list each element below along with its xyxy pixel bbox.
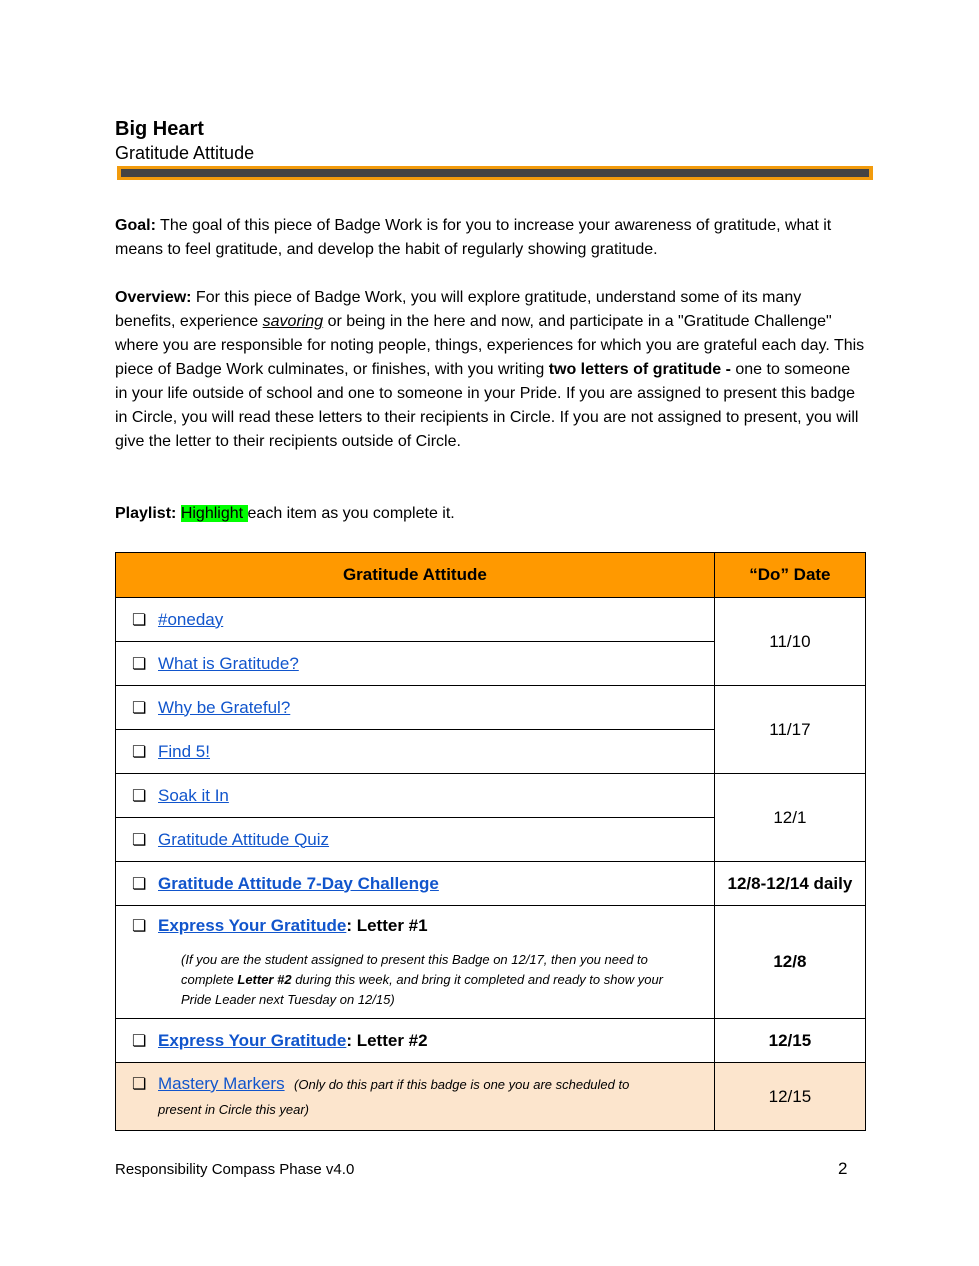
what-is-gratitude-link[interactable]: What is Gratitude? — [158, 653, 299, 673]
header-do-date: “Do” Date — [714, 553, 865, 598]
goal-text: The goal of this piece of Badge Work is for you to increase your awareness of gratitude, what it means to feel gratitude, and develop the habit of regularly showing gratitude. — [115, 217, 832, 258]
page-subtitle: Gratitude Attitude — [115, 143, 255, 163]
soak-it-in-link[interactable]: Soak it In — [158, 785, 229, 805]
playlist-item — [116, 862, 714, 905]
title-divider-bar — [117, 166, 873, 180]
checkbox-icon[interactable]: ❏ — [132, 787, 147, 805]
why-be-grateful-link[interactable]: Why be Grateful? — [158, 697, 291, 717]
letter1-link[interactable]: Express Your Gratitude — [158, 916, 347, 935]
do-date: 12/1 — [714, 774, 865, 862]
footer-text: Responsibility Compass Phase v4.0 — [115, 1161, 355, 1178]
playlist-item — [116, 730, 714, 773]
checkbox-icon[interactable]: ❏ — [132, 1076, 147, 1093]
page-number: 2 — [838, 1159, 848, 1178]
playlist-item: ❏ Express Your Gratitude : Letter #1 — [132, 916, 428, 935]
checkbox-icon[interactable]: ❏ — [132, 611, 147, 629]
quiz-link[interactable]: Gratitude Attitude Quiz — [158, 829, 330, 849]
letter2-link[interactable]: Express Your Gratitude — [158, 1030, 347, 1050]
oneday-link[interactable]: #oneday — [158, 609, 224, 629]
playlist-item — [116, 598, 714, 641]
find-5-link[interactable]: Find 5! — [158, 741, 210, 761]
playlist-item — [116, 686, 714, 729]
do-date: 12/15 — [714, 1063, 865, 1131]
header-activity: Gratitude Attitude — [116, 553, 715, 598]
playlist-item — [116, 774, 714, 817]
playlist-table — [115, 552, 866, 1131]
savoring-link[interactable]: savoring — [262, 313, 324, 330]
checkbox-icon[interactable]: ❏ — [132, 699, 147, 717]
playlist-label: Playlist: — [115, 505, 177, 522]
checkbox-icon[interactable]: ❏ — [132, 831, 147, 849]
do-date: 12/15 — [714, 1019, 865, 1063]
playlist-item: ❏ Express Your Gratitude : Letter #2 — [132, 1030, 428, 1050]
letter1-note: (If you are the student assigned to present this Badge on 12/17, then you need to complete Letter #2 during this week, and bring it completed and ready to show your Pride Leader next Tuesday on 12/15) — [181, 952, 664, 1007]
playlist-item — [116, 642, 714, 685]
do-date: 12/8 — [714, 906, 865, 1019]
highlight-text: Highlight — [180, 505, 248, 522]
overview-paragraph: Overview: For this piece of Badge Work, you will explore gratitude, understand some of its many benefits, experience savoring or being in the here and now, and participate in a "Gratitude Challenge" where you are responsible for noting people, things, experiences for which you are grateful each day. This piece of Badge Work culminates, or finishes, with you writing two letters of gratitude - one to someone in your life outside of school and one to someone in your Pride. If you are assigned to present this badge in Circle, you will read these letters to their recipients in Circle. If you are not assigned to present, you will give the letter to their recipients outside of Circle. — [115, 289, 865, 450]
playlist-item: ❏ Mastery Markers (Only do this part if this badge is one you are scheduled to present in Circle this year) — [132, 1074, 630, 1117]
playlist-item — [116, 818, 714, 861]
do-date: 11/17 — [714, 686, 865, 774]
do-date: 12/8-12/14 daily — [714, 862, 865, 906]
checkbox-icon[interactable]: ❏ — [132, 875, 147, 893]
checkbox-icon[interactable]: ❏ — [132, 743, 147, 761]
goal-label: Goal: — [115, 217, 156, 234]
playlist-instruction: Playlist: Highlight each item as you complete it. — [115, 505, 455, 522]
goal-paragraph — [115, 214, 865, 262]
checkbox-icon[interactable]: ❏ — [132, 918, 147, 935]
challenge-link[interactable]: Gratitude Attitude 7-Day Challenge — [158, 873, 439, 893]
overview-label: Overview: — [115, 289, 192, 306]
page-title: Big Heart — [115, 118, 204, 140]
do-date: 11/10 — [714, 598, 865, 686]
checkbox-icon[interactable]: ❏ — [132, 655, 147, 673]
checkbox-icon[interactable]: ❏ — [132, 1032, 147, 1050]
mastery-markers-link[interactable]: Mastery Markers — [158, 1074, 285, 1093]
